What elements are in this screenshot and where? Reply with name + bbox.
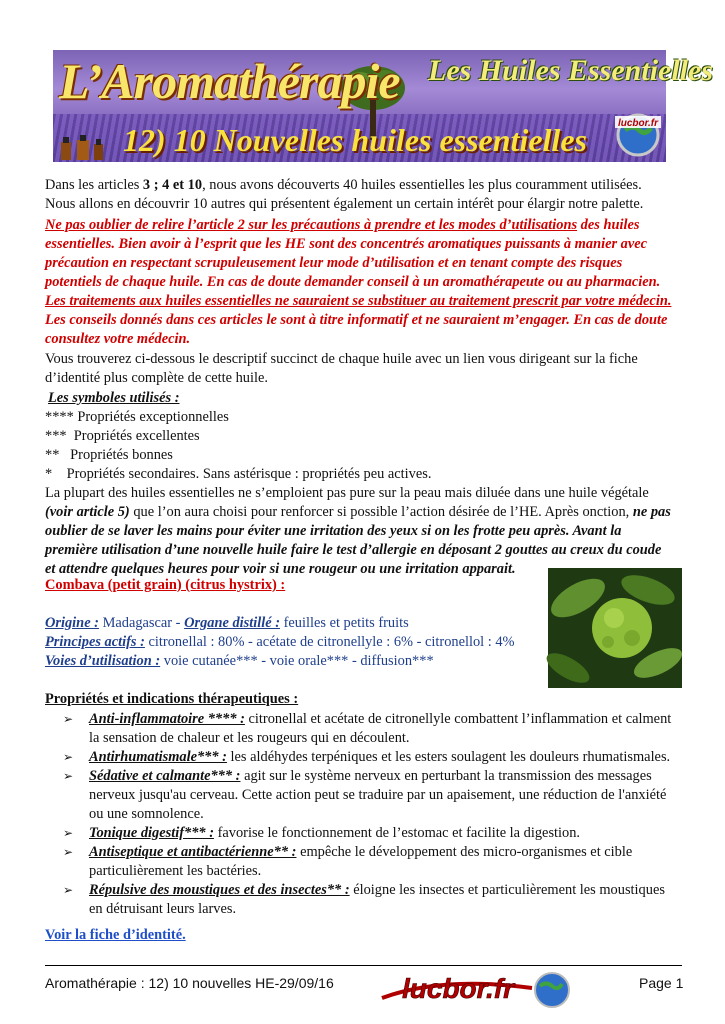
lucbor-globe-icon <box>613 108 663 158</box>
footer-divider <box>45 965 682 966</box>
page-number: Page 1 <box>639 975 684 991</box>
lucbor-logo <box>378 968 573 1012</box>
arrow-bullet-icon: ➢ <box>63 769 74 783</box>
header-banner <box>53 50 713 162</box>
symbol-item: * Propriétés secondaires. Sans astérisque : propriétés peu actives. <box>45 466 432 482</box>
list-item: ➢ Répulsive des moustiques et des insectes** : éloigne les insectes et particulièrement les moustiques en détruisant leurs larves. <box>63 882 665 917</box>
banner-title: L’Aromathérapie <box>59 53 400 109</box>
oil-details: Origine : Madagascar - Organe distillé : feuilles et petits fruits Principes actifs : citronellal : 80% - acétate de citronellyle : 6% - citronellol : 4% Voies d’utilisation : voie cutanée*** - voie orale*** - diffusion*** <box>45 615 515 669</box>
list-item: ➢ Tonique digestif*** : favorise le fonctionnement de l’estomac et facilite la digestion. <box>63 825 581 841</box>
intro-line-1: Dans les articles 3 ; 4 et 10, nous avons découverts 40 huiles essentielles les plus couramment utilisées. <box>45 177 642 193</box>
usage-paragraph: La plupart des huiles essentielles ne s’emploient pas pure sur la peau mais diluée dans une huile végétale (voir article 5) que l’on aura choisi pour renforcer si possible l’action désirée de l’HE. Après onction, ne pas oublier de se laver les mains pour éviter une irritation des yeux si on les frotte peu après. Avant la première utilisation d’une nouvelle huile faire le test d’allergie en déposant 2 gouttes au creux du coude et attendre quelques heures pour voir si une rougeur ou une irritation apparait. <box>45 485 671 577</box>
arrow-bullet-icon: ➢ <box>63 826 74 840</box>
description-paragraph: Vous trouverez ci-dessous le descriptif succinct de chaque huile avec un lien vous dirigeant sur la fiche d’identité plus complète de cette huile. <box>45 351 638 386</box>
intro-line-2: Nous allons en découvrir 10 autres qui présentent également un certain intérêt pour élargir notre palette. <box>45 196 644 212</box>
list-item: ➢ Antirhumatismale*** : les aldéhydes terpéniques et les esters soulagent les douleurs rhumatismales. <box>63 749 671 765</box>
properties-list <box>63 710 683 919</box>
arrow-bullet-icon: ➢ <box>63 712 74 726</box>
properties-heading: Propriétés et indications thérapeutiques : <box>45 691 299 707</box>
logo-text: lucbor.fr <box>402 973 515 1004</box>
list-item: ➢ Anti-inflammatoire **** : citronellal et acétate de citronellyle combattent l’inflammation et calment la sensation de chaleur et les rougeurs qui en découlent. <box>63 711 672 746</box>
banner-article-title: 12) 10 Nouvelles huiles essentielles <box>123 122 587 158</box>
badge-text: lucbor.fr <box>617 118 659 129</box>
symbol-item: ** Propriétés bonnes <box>45 447 173 463</box>
arrow-bullet-icon: ➢ <box>63 750 74 764</box>
identity-card-link-row <box>45 926 682 945</box>
list-item: ➢ Sédative et calmante*** : agit sur le système nerveux en perturbant la transmission des messages nerveux jusqu'au cerveau. Cette action peut se traduire par un apaisement, une réduction de l'anxiété ou une somnolence. <box>63 768 667 822</box>
oil-name: Combava (petit grain) (citrus hystrix) : <box>45 577 286 593</box>
combava-photo <box>548 568 682 688</box>
symbols-heading: Les symboles utilisés : <box>48 390 180 406</box>
banner-subtitle: Les Huiles Essentielles <box>428 54 713 87</box>
symbols-section <box>45 389 682 484</box>
arrow-bullet-icon: ➢ <box>63 845 74 859</box>
bottles-image <box>57 134 109 160</box>
article-2-link[interactable]: Ne pas oublier de relire l’article 2 sur les précautions à prendre et les modes d’utilisations <box>45 217 578 233</box>
identity-card-link[interactable]: Voir la fiche d’identité. <box>45 927 186 943</box>
list-item: ➢ Antiseptique et antibactérienne** : empêche le développement des micro-organismes et cible particulièrement les bactéries. <box>63 844 633 879</box>
symbol-item: **** Propriétés exceptionnelles <box>45 409 229 425</box>
footer-left: Aromathérapie : 12) 10 nouvelles HE-29/09/16 <box>45 975 334 991</box>
symbol-item: *** Propriétés excellentes <box>45 428 200 444</box>
arrow-bullet-icon: ➢ <box>63 883 74 897</box>
intro-paragraph <box>45 176 682 214</box>
warning-paragraph: Ne pas oublier de relire l’article 2 sur les précautions à prendre et les modes d’utilisations des huiles essentielles. Bien avoir à l’esprit que les HE sont des concentrés aromatiques puissants à manier avec précaution en respectant scrupuleusement leur mode d’utilisation et en tenant compte des risques potentiels de chaque huile. En cas de doute demander conseil à un aromathérapeute ou au pharmacien. Les traitements aux huiles essentielles ne sauraient se substituer au traitement prescrit par votre médecin. Les conseils donnés dans ces articles le sont à titre informatif et ne sauraient m’engager. En cas de doute consultez votre médecin. <box>45 217 672 347</box>
